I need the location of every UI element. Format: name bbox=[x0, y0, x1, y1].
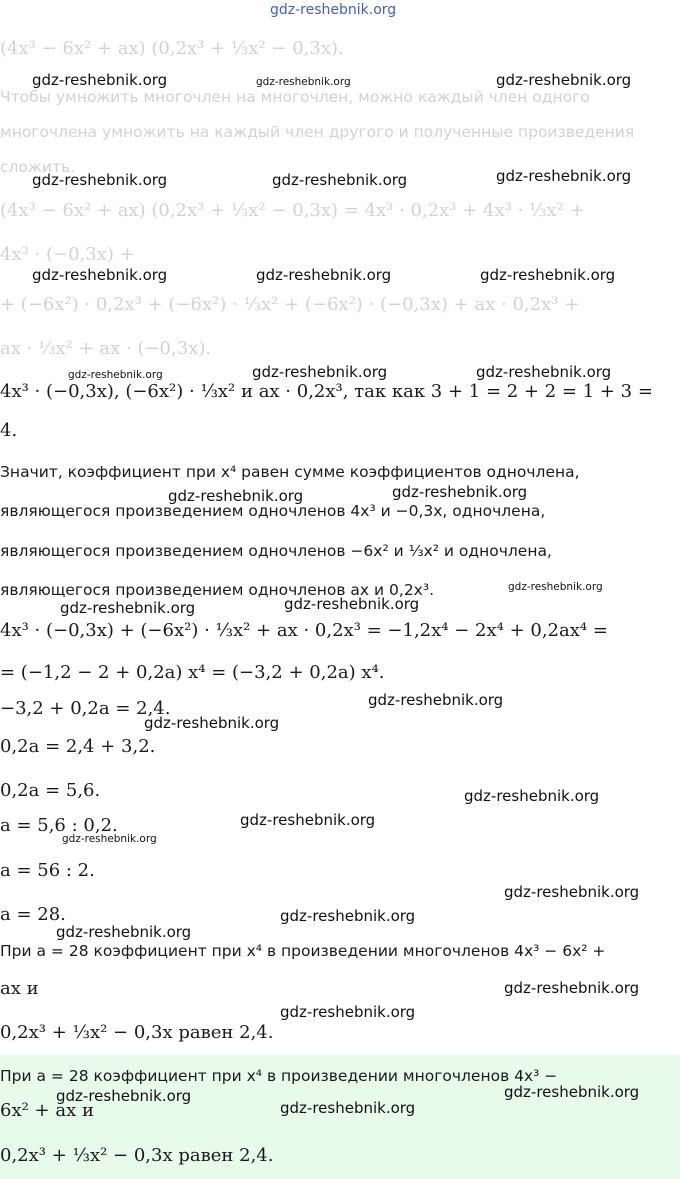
faded-expansion-line-3: + (−6x²) · 0,2x³ + (−6x²) · ⅓x² + (−6x²) · (−0,3x) + ax · 0,2x³ + bbox=[0, 294, 580, 315]
faded-problem-expression: (4x³ − 6x² + ax) (0,2x³ + ⅓x² − 0,3x). bbox=[0, 38, 344, 59]
equation-step-6: a = 28. bbox=[0, 904, 66, 925]
equation-step-2: 0,2a = 2,4 + 3,2. bbox=[0, 736, 156, 757]
header-site-link[interactable]: gdz-reshebnik.org bbox=[270, 2, 397, 18]
watermark: gdz-reshebnik.org bbox=[60, 599, 196, 617]
watermark: gdz-reshebnik.org bbox=[504, 1083, 640, 1101]
answer-line-3: 0,2x³ + ⅓x² − 0,3x равен 2,4. bbox=[0, 1145, 274, 1166]
equation-step-3: 0,2a = 5,6. bbox=[0, 780, 101, 801]
watermark: gdz-reshebnik.org bbox=[476, 363, 612, 381]
conclusion-line-1: При a = 28 коэффициент при x⁴ в произведении многочленов 4x³ − 6x² + bbox=[0, 942, 606, 960]
watermark: gdz-reshebnik.org bbox=[32, 171, 168, 189]
coefficient-explanation-line-3: являющегося произведением одночленов −6x² и ⅓x² и одночлена, bbox=[0, 542, 552, 560]
coefficient-sum-equation: 4x³ · (−0,3x) + (−6x²) · ⅓x² + ax · 0,2x³ = −1,2x⁴ − 2x⁴ + 0,2ax⁴ = bbox=[0, 620, 608, 641]
faded-rule-line-2: многочлена умножить на каждый член другого и полученные произведения bbox=[0, 123, 635, 141]
faded-expansion-line-4: ax · ⅓x² + ax · (−0,3x). bbox=[0, 338, 212, 359]
answer-box bbox=[0, 1055, 680, 1179]
coefficient-grouped-equation: = (−1,2 − 2 + 0,2a) x⁴ = (−3,2 + 0,2a) x⁴. bbox=[0, 662, 385, 683]
conclusion-line-2: ax и bbox=[0, 978, 39, 999]
conclusion-line-3: 0,2x³ + ⅓x² − 0,3x равен 2,4. bbox=[0, 1022, 274, 1043]
watermark: gdz-reshebnik.org bbox=[56, 923, 192, 941]
watermark: gdz-reshebnik.org bbox=[480, 266, 616, 284]
watermark: gdz-reshebnik.org bbox=[504, 979, 640, 997]
watermark: gdz-reshebnik.org bbox=[62, 833, 157, 845]
watermark: gdz-reshebnik.org bbox=[252, 363, 388, 381]
watermark: gdz-reshebnik.org bbox=[280, 1003, 416, 1021]
watermark: gdz-reshebnik.org bbox=[508, 581, 603, 593]
watermark: gdz-reshebnik.org bbox=[280, 907, 416, 925]
watermark: gdz-reshebnik.org bbox=[284, 595, 420, 613]
watermark: gdz-reshebnik.org bbox=[56, 1087, 192, 1105]
answer-line-1: При a = 28 коэффициент при x⁴ в произведении многочленов 4x³ − bbox=[0, 1067, 558, 1085]
equation-step-1: −3,2 + 0,2a = 2,4. bbox=[0, 698, 171, 719]
faded-expansion-line-2: 4x³ · (−0,3x) + bbox=[0, 244, 135, 265]
watermark: gdz-reshebnik.org bbox=[32, 266, 168, 284]
watermark: gdz-reshebnik.org bbox=[144, 714, 280, 732]
watermark: gdz-reshebnik.org bbox=[496, 71, 632, 89]
watermark: gdz-reshebnik.org bbox=[168, 487, 304, 505]
faded-rule-line-3: сложить. bbox=[0, 158, 76, 176]
watermark: gdz-reshebnik.org bbox=[368, 691, 504, 709]
faded-expansion-line-1: (4x³ − 6x² + ax) (0,2x³ + ⅓x² − 0,3x) = 4x³ · 0,2x³ + 4x³ · ⅓x² + bbox=[0, 200, 585, 221]
coefficient-explanation-line-1: Значит, коэффициент при x⁴ равен сумме коэффициентов одночлена, bbox=[0, 463, 580, 481]
watermark: gdz-reshebnik.org bbox=[272, 171, 408, 189]
watermark: gdz-reshebnik.org bbox=[464, 787, 600, 805]
watermark: gdz-reshebnik.org bbox=[32, 71, 168, 89]
degree-four-terms-line: 4x³ · (−0,3x), (−6x²) · ⅓x² и ax · 0,2x³, так как 3 + 1 = 2 + 2 = 1 + 3 = bbox=[0, 381, 653, 402]
coefficient-explanation-line-4: являющегося произведением одночленов ax и 0,2x³. bbox=[0, 581, 434, 599]
coefficient-explanation-line-2: являющегося произведением одночленов 4x³ и −0,3x, одночлена, bbox=[0, 502, 546, 520]
answer-line-2: 6x² + ax и bbox=[0, 1100, 94, 1121]
watermark: gdz-reshebnik.org bbox=[240, 811, 376, 829]
watermark: gdz-reshebnik.org bbox=[392, 483, 528, 501]
faded-rule-line-1: Чтобы умножить многочлен на многочлен, можно каждый член одного bbox=[0, 88, 590, 106]
watermark: gdz-reshebnik.org bbox=[68, 369, 163, 381]
watermark: gdz-reshebnik.org bbox=[256, 266, 392, 284]
watermark: gdz-reshebnik.org bbox=[496, 167, 632, 185]
watermark: gdz-reshebnik.org bbox=[256, 76, 351, 88]
watermark: gdz-reshebnik.org bbox=[280, 1099, 416, 1117]
degree-four-terms-end: 4. bbox=[0, 420, 18, 441]
equation-step-5: a = 56 : 2. bbox=[0, 860, 95, 881]
equation-step-4: a = 5,6 : 0,2. bbox=[0, 815, 118, 836]
watermark: gdz-reshebnik.org bbox=[504, 883, 640, 901]
